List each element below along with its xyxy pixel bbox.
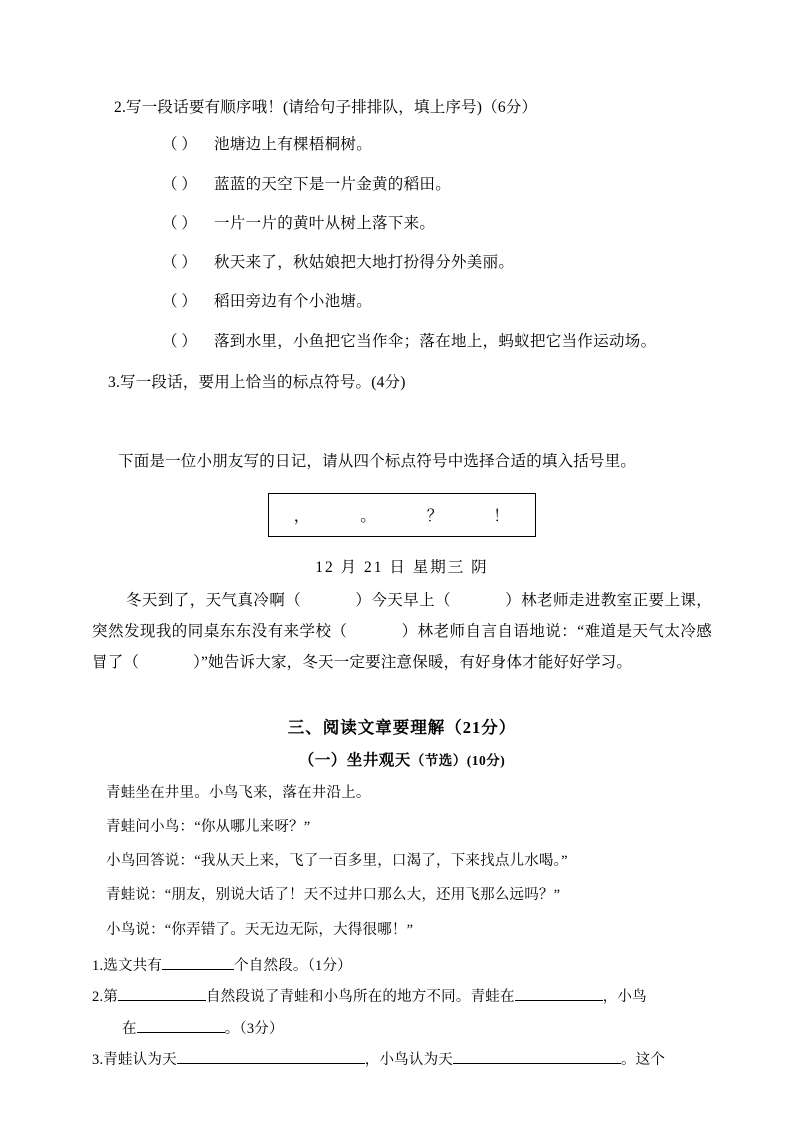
diary-body (92, 585, 712, 678)
order-item-text: 池塘边上有棵梧桐树。 (214, 136, 373, 154)
diary-text-2: ）今天早上（ (355, 591, 451, 609)
reading-question-2-cont (122, 1016, 712, 1044)
order-item (162, 212, 712, 235)
reading-question-2 (92, 984, 712, 1012)
order-item-text: 稻田旁边有个小池塘。 (214, 293, 373, 311)
diary-text-3: ）林老师走进教室正要上课，突然发现我的同桌东东没有来学校（ (92, 591, 712, 640)
order-item-text: 秋天来了，秋姑娘把大地打扮得分外美丽。 (214, 254, 515, 271)
q1-text-a: 1.选文共有 (92, 957, 163, 974)
q2-text-d: 在 (122, 1020, 137, 1037)
diary-text-5: ）”她告诉大家，冬天一定要注意保暖，有好身体才能好好学习。 (193, 653, 633, 671)
punctuation-option-comma[interactable]: ， (293, 508, 311, 526)
passage-line: 小鸟说：“你弄错了。天无边无际，大得很哪！” (106, 921, 414, 938)
question3-heading: 3.写一段话，要用上恰当的标点符号。(4分) (108, 373, 406, 391)
order-item (162, 133, 712, 156)
subtitle-main: （一）坐井观天 (298, 751, 411, 769)
answer-blank[interactable] (118, 986, 206, 1002)
q2-text-e: 。（3分） (224, 1020, 284, 1037)
order-item-text: 蓝蓝的天空下是一片金黄的稻田。 (214, 175, 452, 193)
order-blank-paren[interactable]: （ ） (162, 332, 197, 350)
punctuation-option-period[interactable]: 。 (360, 508, 378, 526)
question3-lead: 下面是一位小朋友写的日记，请从四个标点符号中选择合适的填入括号里。 (118, 453, 637, 470)
q2-text-b: 自然段说了青蛙和小鸟所在的地方不同。青蛙在 (205, 989, 515, 1006)
order-blank-paren[interactable]: （ ） (162, 214, 197, 232)
answer-blank[interactable] (137, 1017, 225, 1033)
punctuation-option-question[interactable]: ？ (426, 508, 444, 526)
q3-text-b: ，小鸟认为天 (364, 1052, 453, 1069)
reading-question-1 (92, 953, 712, 981)
order-blank-paren[interactable]: （ ） (162, 175, 197, 193)
answer-blank[interactable] (162, 954, 234, 970)
answer-blank[interactable] (177, 1049, 365, 1065)
passage-line: 青蛙问小鸟：“你从哪儿来呀？” (106, 818, 311, 835)
passage-line: 青蛙说：“朋友，别说大话了！天不过井口那么大，还用飞那么远吗？” (106, 887, 561, 904)
q2-text-a: 2.第 (92, 989, 118, 1006)
section3-title: 三、阅读文章要理解（21分） (287, 717, 517, 737)
answer-blank[interactable] (453, 1049, 621, 1065)
q1-text-b: 个自然段。（1分） (234, 957, 352, 974)
diary-text-1: 冬天到了，天气真冷啊（ (126, 591, 302, 609)
q2-text-c: ，小鸟 (602, 989, 647, 1006)
answer-blank[interactable] (515, 986, 603, 1002)
order-item (162, 290, 712, 313)
diary-text-4: ）林老师自言自语地说：“难道是天气太冷感冒了（ (92, 622, 712, 671)
order-item-text: 落到水里，小鱼把它当作伞；落在地上，蚂蚁把它当作运动场。 (214, 332, 657, 350)
order-blank-paren[interactable]: （ ） (162, 254, 197, 271)
q3-text-c: 。这个 (620, 1052, 666, 1069)
reading-question-3 (92, 1047, 712, 1075)
q3-text-a: 3.青蛙认为天 (92, 1052, 177, 1069)
passage-line: 小鸟回答说：“我从天上来，飞了一百多里，口渴了，下来找点儿水喝。” (106, 853, 568, 870)
question2-heading: 2.写一段话要有顺序哦！(请给句子排排队，填上序号)（6分） (114, 99, 538, 116)
passage-line: 青蛙坐在井里。小鸟飞来，落在井沿上。 (106, 784, 371, 801)
punctuation-choice-box (268, 493, 536, 537)
order-item (162, 251, 712, 274)
order-item-text: 一片一片的黄叶从树上落下来。 (214, 214, 436, 232)
order-blank-paren[interactable]: （ ） (162, 293, 197, 311)
page-content (92, 96, 712, 1079)
section3-subtitle (92, 748, 712, 770)
order-blank-paren[interactable]: （ ） (162, 136, 197, 154)
order-item (162, 173, 712, 196)
subtitle-small: （节选）(10分) (410, 752, 506, 768)
order-item (162, 330, 712, 353)
punctuation-option-exclaim[interactable]: ！ (493, 508, 511, 526)
diary-date: 12 月 21 日 星期三 阴 (315, 558, 489, 576)
